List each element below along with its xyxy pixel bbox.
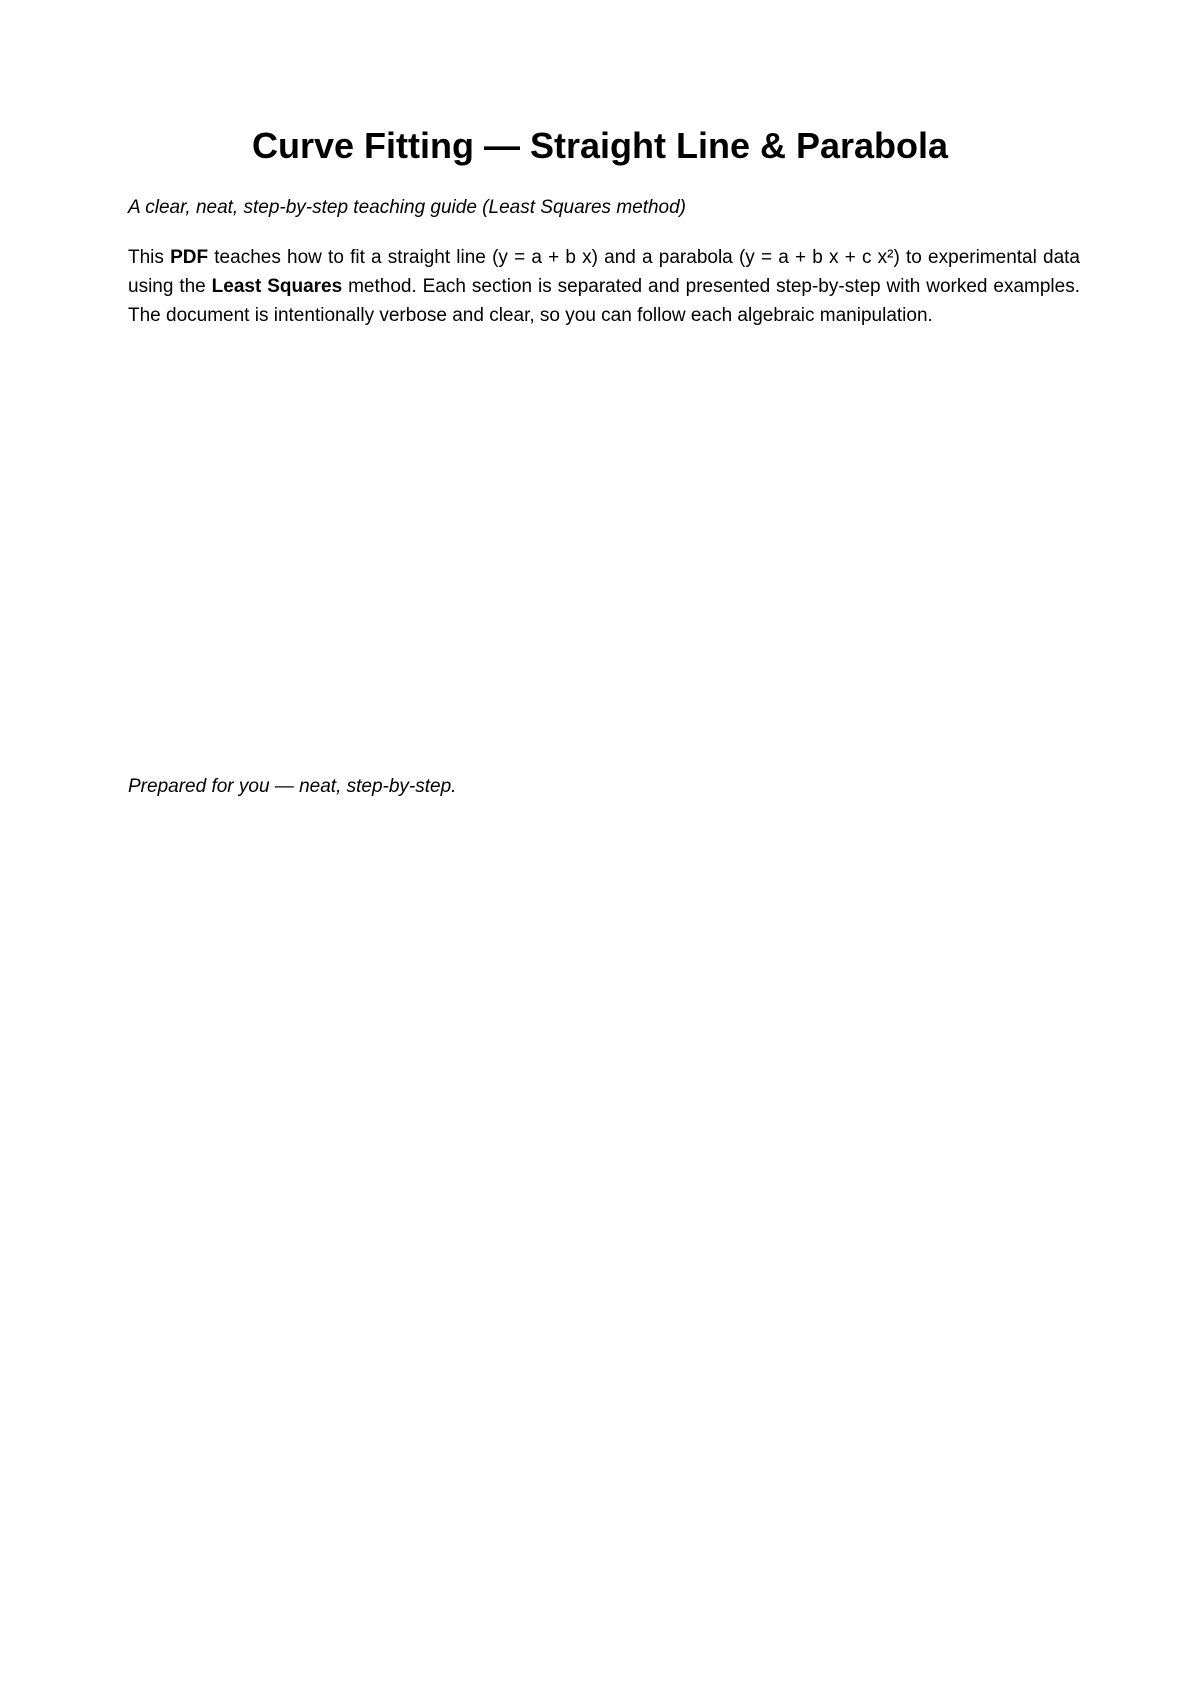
intro-text-2: teaches how to fit a straight line (y = a + b x) and a parabola (y = a + b x + c x²) to experimental data using the	[128, 247, 1080, 297]
intro-paragraph	[128, 243, 1080, 330]
document-subtitle: A clear, neat, step-by-step teaching guide (Least Squares method)	[128, 197, 687, 218]
document-title: Curve Fitting — Straight Line & Parabola	[251, 125, 949, 166]
intro-text-3: method. Each section is separated and presented step-by-step with worked examples. The document is intentionally verbose and clear, so you can follow each algebraic manipulation.	[128, 276, 1080, 326]
intro-text-1: This	[128, 247, 171, 268]
closing-note: Prepared for you — neat, step-by-step.	[128, 776, 457, 797]
intro-bold-least-squares: Least Squares	[211, 276, 343, 297]
intro-bold-pdf: PDF	[170, 247, 209, 268]
